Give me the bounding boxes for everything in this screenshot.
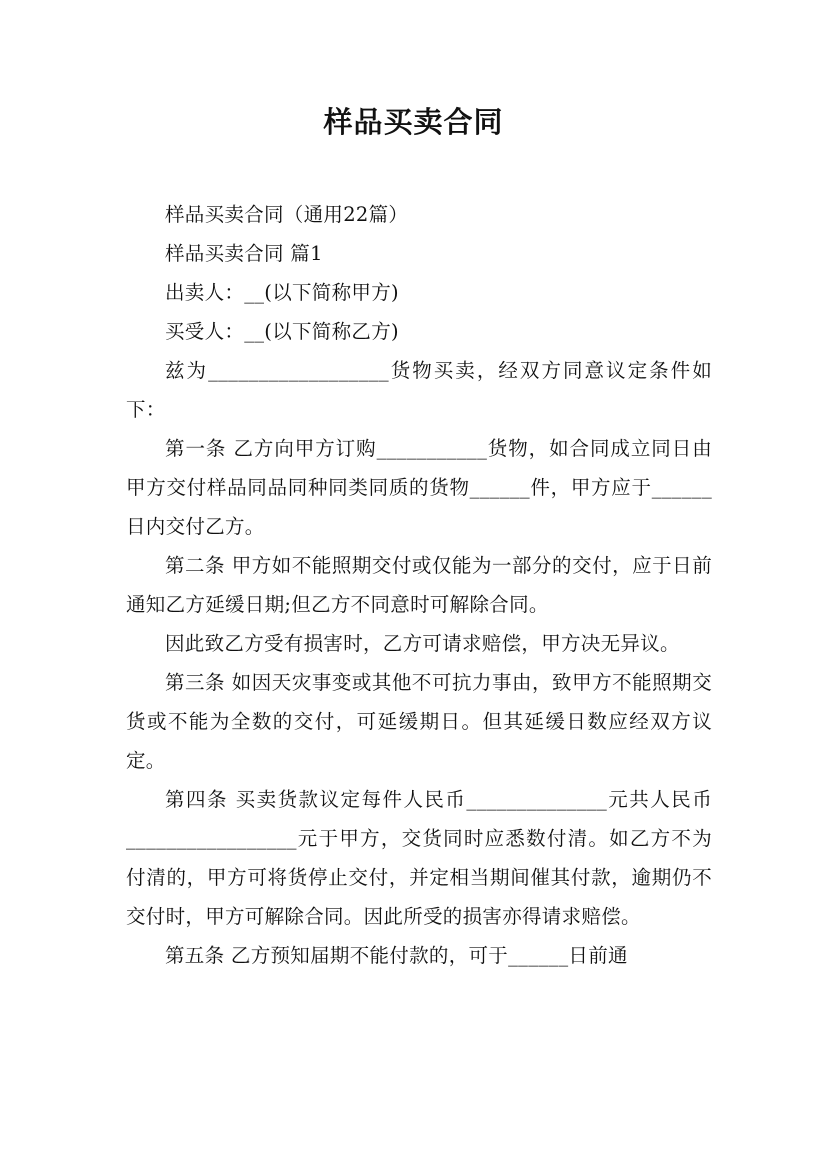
- paragraph-article-5: 第五条 乙方预知届期不能付款的，可于______日前通: [165, 944, 628, 967]
- paragraph-section-heading: 样品买卖合同 篇1: [165, 242, 323, 265]
- paragraph-article-1: 第一条 乙方向甲方订购___________货物，如合同成立同日由甲方交付样品同品同种同类同质的货物______件，甲方应于______日内交付乙方。: [126, 437, 712, 538]
- paragraph-buyer: 买受人：__(以下简称乙方): [165, 320, 399, 343]
- paragraph-seller: 出卖人：__(以下简称甲方): [165, 281, 399, 304]
- paragraph-article-3: 第三条 如因天灾事变或其他不可抗力事由，致甲方不能照期交货或不能为全数的交付，可延缓期日。但其延缓日数应经双方议定。: [126, 671, 712, 772]
- paragraph-preamble: 兹为__________________货物买卖，经双方同意议定条件如下：: [126, 359, 712, 421]
- paragraph-article-2: 第二条 甲方如不能照期交付或仅能为一部分的交付，应于日前通知乙方延缓日期;但乙方不同意时可解除合同。: [126, 554, 712, 616]
- paragraph-article-2-continued: 因此致乙方受有损害时，乙方可请求赔偿，甲方决无异议。: [165, 632, 680, 655]
- paragraph-subtitle: 样品买卖合同（通用22篇）: [165, 203, 409, 226]
- document-body: [126, 195, 712, 975]
- document-title: 样品买卖合同: [323, 105, 504, 139]
- paragraph-article-4: 第四条 买卖货款议定每件人民币______________元共人民币_________________元于甲方，交货同时应悉数付清。如乙方不为付清的，甲方可将货停止交付，并定相当期间催其付款，逾期仍不交付时，甲方可解除合同。因此所受的损害亦得请求赔偿。: [126, 788, 712, 928]
